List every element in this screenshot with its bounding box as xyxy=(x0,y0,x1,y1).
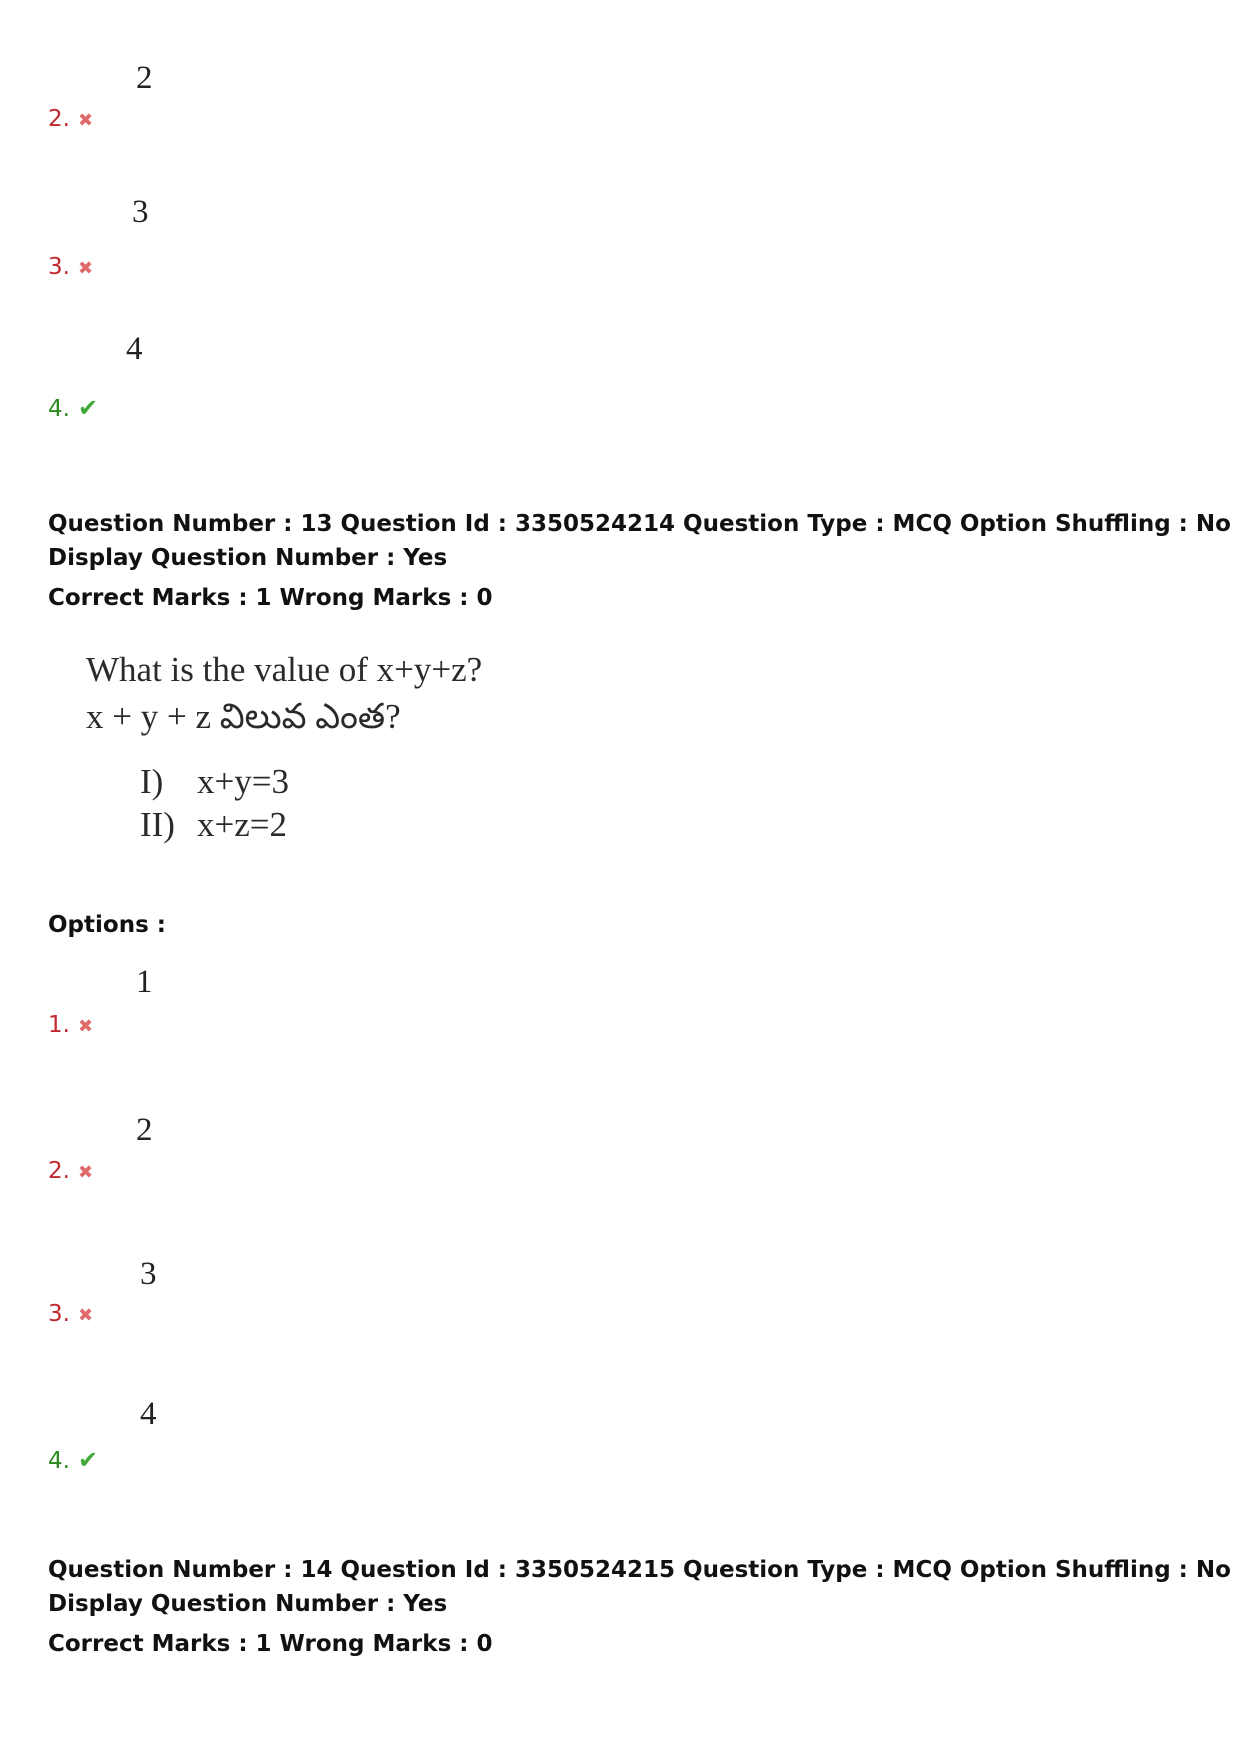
option-value: 2 xyxy=(136,1112,153,1148)
cross-icon: ✖ xyxy=(77,1162,94,1183)
cross-icon: ✖ xyxy=(77,110,94,131)
option-value: 2 xyxy=(136,60,153,96)
option-number: 3. xyxy=(48,254,70,280)
option-number: 3. xyxy=(48,1301,70,1327)
options-label: Options : xyxy=(48,912,166,938)
option-number: 2. xyxy=(48,106,70,132)
option-number-row xyxy=(48,254,93,280)
check-icon: ✔ xyxy=(77,1446,99,1474)
display-question-number: Display Question Number : Yes xyxy=(48,1591,448,1617)
option-number-row xyxy=(48,106,93,132)
option-number-row xyxy=(48,394,98,422)
marks-line: Correct Marks : 1 Wrong Marks : 0 xyxy=(48,1631,493,1657)
option-number: 1. xyxy=(48,1012,70,1038)
statement-label: II) xyxy=(140,805,175,844)
option-value: 3 xyxy=(132,194,149,230)
option-value: 3 xyxy=(140,1256,157,1292)
cross-icon: ✖ xyxy=(77,1305,94,1326)
option-value: 4 xyxy=(140,1396,157,1432)
question-text-telugu: x + y + z విలువ ఎంత? xyxy=(86,697,401,736)
cross-icon: ✖ xyxy=(77,1016,94,1037)
display-question-number: Display Question Number : Yes xyxy=(48,545,448,571)
question-header: Question Number : 14 Question Id : 3350524215 Question Type : MCQ Option Shuffling : No xyxy=(48,1557,1231,1583)
statement-text: x+z=2 xyxy=(197,805,288,844)
option-value: 4 xyxy=(126,331,143,367)
option-number-row xyxy=(48,1012,93,1038)
option-number: 4. xyxy=(48,1448,70,1474)
option-number: 4. xyxy=(48,396,70,422)
option-number-row xyxy=(48,1446,98,1474)
option-value: 1 xyxy=(136,964,153,1000)
option-number-row xyxy=(48,1301,93,1327)
question-text-english: What is the value of x+y+z? xyxy=(86,650,483,689)
cross-icon: ✖ xyxy=(77,258,94,279)
marks-line: Correct Marks : 1 Wrong Marks : 0 xyxy=(48,585,493,611)
statement-label: I) xyxy=(140,762,164,801)
option-number: 2. xyxy=(48,1158,70,1184)
question-header: Question Number : 13 Question Id : 3350524214 Question Type : MCQ Option Shuffling : No xyxy=(48,511,1231,537)
option-number-row xyxy=(48,1158,93,1184)
statement-text: x+y=3 xyxy=(197,762,289,801)
check-icon: ✔ xyxy=(77,394,99,422)
